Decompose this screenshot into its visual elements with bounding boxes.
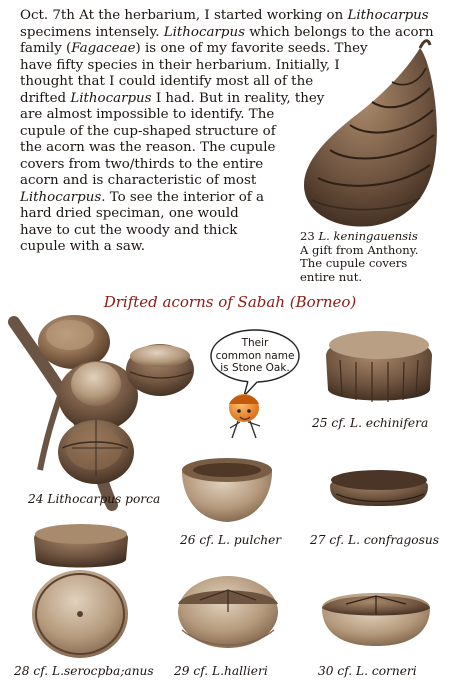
specimen-label-24: 24 Lithocarpus porca xyxy=(28,492,161,506)
entry-line: Lithocarpus. To see the interior of a xyxy=(20,189,264,205)
acorn-26-drawing xyxy=(182,458,272,522)
bubble-line: is Stone Oak. xyxy=(220,362,290,375)
entry-line: cupule of the cup-shaped structure of xyxy=(20,123,276,139)
caption-23-line: The cupule covers xyxy=(300,256,408,271)
entry-line: cupule with a saw. xyxy=(20,239,146,254)
entry-line: hard dried speciman, one would xyxy=(20,206,239,221)
entry-line: Oct. 7th At the herbarium, I started working on Lithocarpus xyxy=(20,8,429,23)
specimen-label-27: 27 cf. L. confragosus xyxy=(310,533,439,547)
caption-23-line: A gift from Anthony. xyxy=(300,242,419,257)
acorn-27-drawing xyxy=(330,470,428,506)
entry-line: specimens intensely. Lithocarpus which belongs to the acorn xyxy=(20,24,434,40)
mascot-drawing xyxy=(229,394,260,438)
specimen-label-26: 26 cf. L. pulcher xyxy=(180,533,282,547)
entry-line: are almost impossible to identify. The xyxy=(20,107,275,122)
caption-23-title: 23 L. keningauensis xyxy=(300,229,418,243)
bubble-line: common name xyxy=(215,349,295,362)
speech-bubble-text xyxy=(213,337,297,375)
acorn-30-drawing xyxy=(322,593,430,646)
entry-line: family (Fagaceae) is one of my favorite seeds. They xyxy=(20,41,368,56)
caption-23 xyxy=(300,230,418,284)
specimen-label-28: 28 cf. L.serocpba;anus xyxy=(14,664,154,678)
bubble-line: Their xyxy=(241,337,269,349)
entry-line: have fifty species in their herbarium. Initially, I xyxy=(20,57,340,73)
acorn-24-drawing xyxy=(14,315,138,505)
section-subtitle: Drifted acorns of Sabah (Borneo) xyxy=(103,293,357,311)
specimen-label-29: 29 cf. L.hallieri xyxy=(174,664,268,678)
entry-line: acorn and is characteristic of most xyxy=(20,173,257,188)
entry-line: covers from two/thirds to the entire xyxy=(20,156,264,172)
entry-line: thought that I could identify most all of the xyxy=(20,74,314,89)
caption-23-line: entire nut. xyxy=(300,269,363,284)
acorn-29-drawing xyxy=(178,576,278,648)
specimen-label-30: 30 cf. L. corneri xyxy=(318,664,417,678)
entry-line: have to cut the woody and thick xyxy=(20,222,238,238)
acorn-25-drawing xyxy=(326,331,432,402)
acorn-28-drawing xyxy=(32,524,128,658)
entry-line: drifted Lithocarpus I had. But in reality, they xyxy=(20,90,325,106)
entry-line: the acorn was the reason. The cupule xyxy=(20,140,276,155)
acorn-small-drawing xyxy=(126,344,194,396)
specimen-label-25: 25 cf. L. echinifera xyxy=(312,416,429,430)
